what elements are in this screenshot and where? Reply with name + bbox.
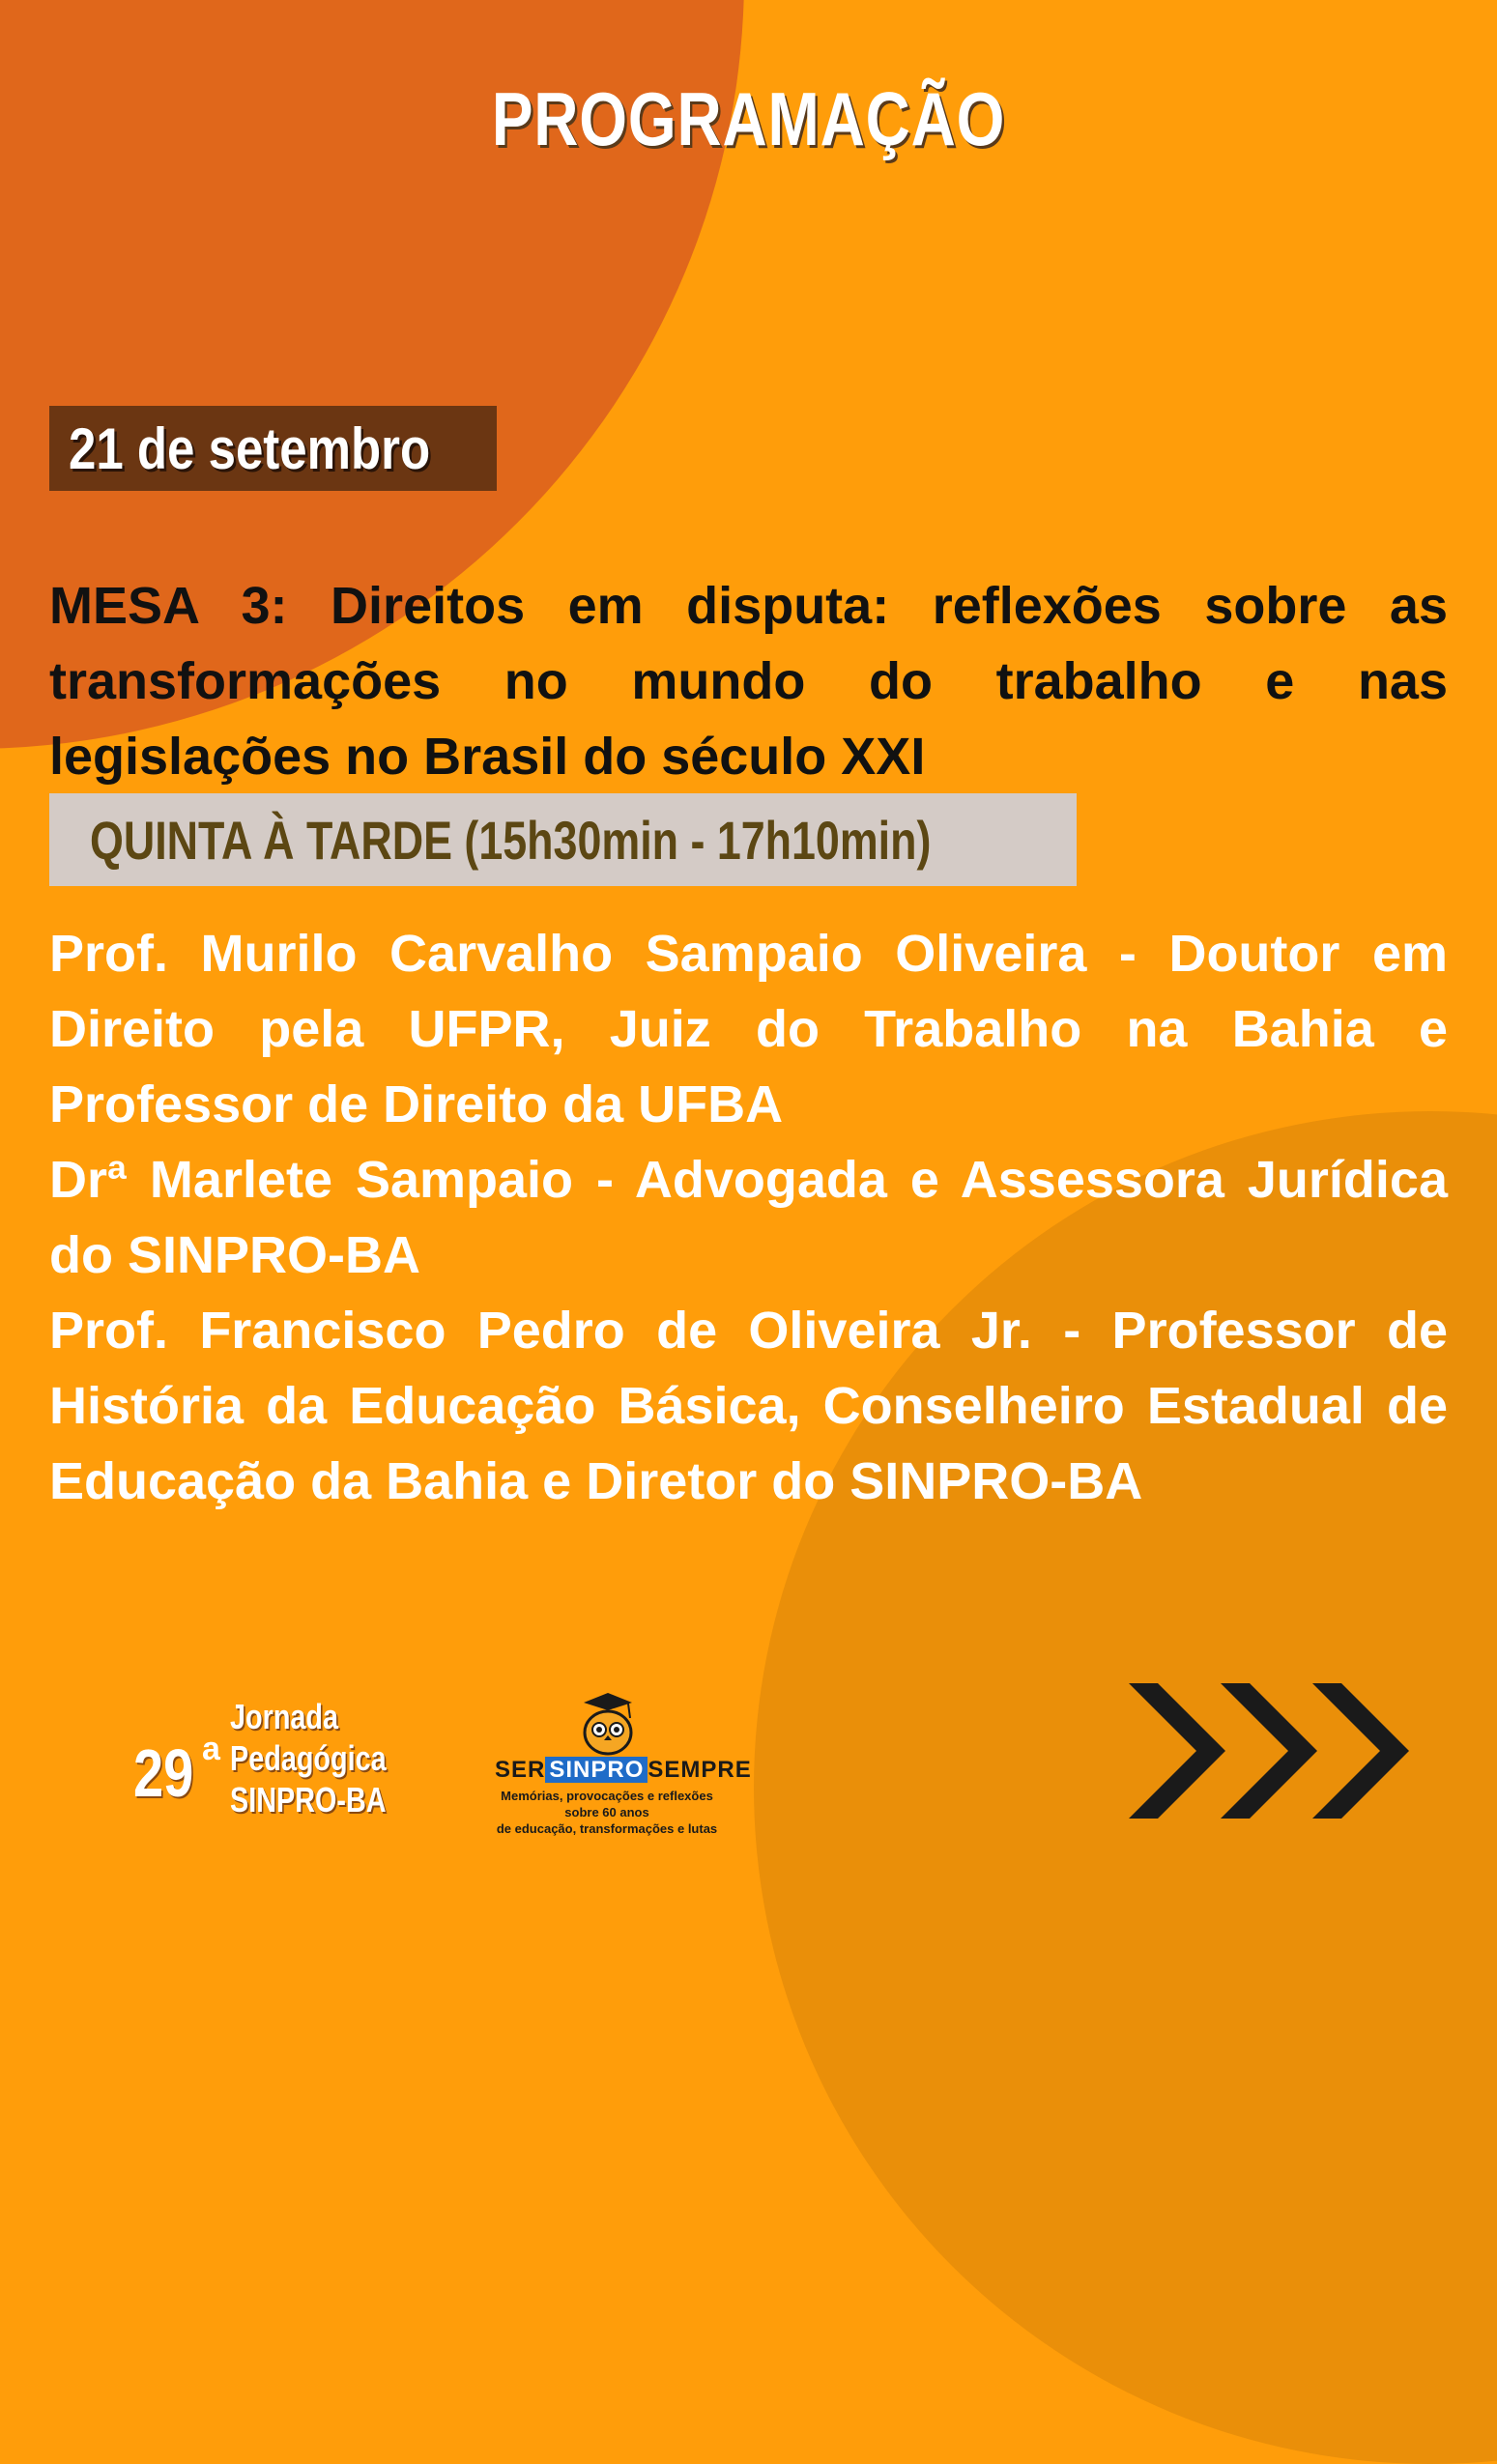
session-title: MESA 3: Direitos em disputa: reflexões sobre as transformações no mundo do trabalho e nas legislações no Brasil do século XXI bbox=[49, 577, 1448, 786]
jornada-logo bbox=[133, 1696, 443, 1821]
logo-ser: SER bbox=[495, 1757, 546, 1783]
page-title: PROGRAMAÇÃO bbox=[491, 76, 1006, 161]
speaker-item: Prof. Murilo Carvalho Sampaio Oliveira - Doutor em Direito pela UFPR, Juiz do Trabalho na Bahia e Professor de Direito da UFBA bbox=[49, 925, 1448, 1133]
edition-number: 29 bbox=[133, 1735, 194, 1811]
jornada-line: Pedagógica bbox=[230, 1738, 387, 1778]
chevron-right-icon bbox=[1129, 1683, 1225, 1819]
tagline-line: de educação, transformações e lutas bbox=[496, 1821, 718, 1836]
tagline-line: sobre 60 anos bbox=[564, 1805, 649, 1819]
logo-wordmark bbox=[495, 1757, 752, 1784]
logo-tagline bbox=[491, 1788, 723, 1837]
logo-sinpro: SINPRO bbox=[545, 1757, 648, 1783]
session-time: QUINTA À TARDE (15h30min - 17h10min) bbox=[90, 810, 932, 871]
speaker-item: Prof. Francisco Pedro de Oliveira Jr. - Professor de História da Educação Básica, Conselheiro Estadual de Educação da Bahia e Diretor do SINPRO-BA bbox=[49, 1302, 1448, 1510]
chevron-right-icon bbox=[1221, 1683, 1317, 1819]
jornada-text bbox=[230, 1696, 387, 1820]
date-text: 21 de setembro bbox=[69, 416, 431, 481]
triple-chevron-right-icon[interactable] bbox=[1129, 1683, 1409, 1819]
chevron-right-icon bbox=[1312, 1683, 1409, 1819]
date-badge bbox=[49, 406, 497, 491]
jornada-line: Jornada bbox=[230, 1697, 339, 1736]
session-time-badge bbox=[49, 793, 1077, 886]
jornada-line: SINPRO-BA bbox=[230, 1780, 387, 1819]
logo-sempre: SEMPRE bbox=[648, 1757, 752, 1783]
owl-mascot-icon bbox=[564, 1689, 651, 1757]
edition-suffix: a bbox=[202, 1731, 220, 1767]
tagline-line: Memórias, provocações e reflexões bbox=[501, 1789, 713, 1803]
speaker-item: Drª Marlete Sampaio - Advogada e Assessora Jurídica do SINPRO-BA bbox=[49, 1151, 1448, 1284]
speaker-list bbox=[49, 916, 1448, 1519]
ser-sinpro-sempre-logo bbox=[491, 1689, 752, 1844]
